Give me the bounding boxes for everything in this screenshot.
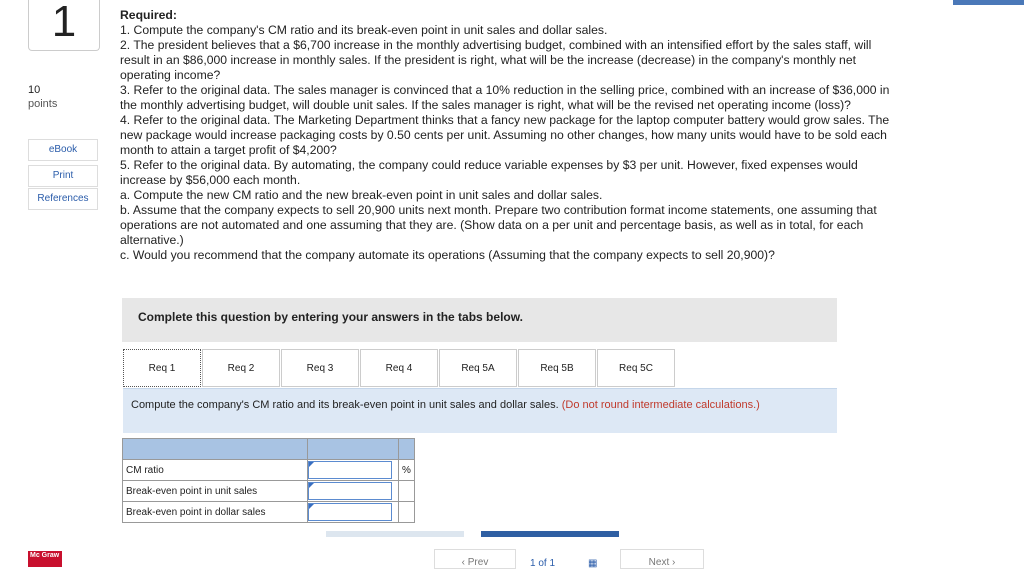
tab-req-1[interactable]: Req 1 <box>123 349 201 387</box>
tab-req-2[interactable]: Req 2 <box>202 349 280 387</box>
tab-req-3[interactable]: Req 3 <box>281 349 359 387</box>
page-indicator: 1 of 1 <box>530 558 556 569</box>
required-item-1: 1. Compute the company's CM ratio and its break-even point in unit sales and dollar sales. <box>120 23 608 37</box>
print-link[interactable]: Print <box>28 165 98 187</box>
required-item-4: 4. Refer to the original data. The Marketing Department thinks that a fancy new package for the laptop computer battery would grow sales. The new package would increase packaging costs by 0.50 cents per unit. Assuming no other changes, how many units would have to be sold each month to attain a target profit of $4,200? <box>120 113 890 157</box>
required-section <box>120 8 900 263</box>
prev-button[interactable]: ‹ Prev <box>434 549 516 569</box>
req-tabs <box>123 349 676 387</box>
instructions-box <box>123 388 837 433</box>
required-item-5c: c. Would you recommend that the company automate its operations (Assuming that the company expects to sell 20,900)? <box>120 248 775 262</box>
breakeven-dollars-input[interactable] <box>308 503 392 521</box>
ebook-link[interactable]: eBook <box>28 139 98 161</box>
question-number: 1 <box>28 0 100 51</box>
required-item-3: 3. Refer to the original data. The sales manager is convinced that a 10% reduction in the selling price, combined with an increase of $36,000 in the monthly advertising budget, will double unit sales. If the sales manager is right, what will be the revised net operating income (loss)? <box>120 83 890 112</box>
tab-req-5c[interactable]: Req 5C <box>597 349 675 387</box>
breakeven-units-input[interactable] <box>308 482 392 500</box>
unit-cell <box>399 481 415 502</box>
required-item-5b: b. Assume that the company expects to sell 20,900 units next month. Prepare two contribution format income statements, one assuming that operations are not automated and one assuming that they are. (Show data on a per unit and percentage basis, as well as in total, for each alternative.) <box>120 203 877 247</box>
required-item-5a: a. Compute the new CM ratio and the new break-even point in unit sales and dollar sales. <box>120 188 603 202</box>
required-item-5: 5. Refer to the original data. By automating, the company could reduce variable expenses by $3 per unit. However, fixed expenses would increase by $56,000 each month. <box>120 158 858 187</box>
tab-req-5b[interactable]: Req 5B <box>518 349 596 387</box>
row-label: Break-even point in unit sales <box>123 481 308 502</box>
table-row <box>123 460 415 481</box>
cm-ratio-input[interactable] <box>308 461 392 479</box>
unit-cell <box>399 502 415 523</box>
instructions-note: (Do not round intermediate calculations.) <box>561 399 760 411</box>
table-row <box>123 502 415 523</box>
table-row <box>123 481 415 502</box>
tab-req-4[interactable]: Req 4 <box>360 349 438 387</box>
points-label: points <box>28 98 58 110</box>
references-link[interactable]: References <box>28 188 98 210</box>
row-label: Break-even point in dollar sales <box>123 502 308 523</box>
next-req-button[interactable] <box>481 531 619 537</box>
complete-question-banner: Complete this question by entering your answers in the tabs below. <box>122 298 837 342</box>
row-label: CM ratio <box>123 460 308 481</box>
table-header-row <box>123 439 415 460</box>
tab-req-5a[interactable]: Req 5A <box>439 349 517 387</box>
next-button[interactable]: Next › <box>620 549 704 569</box>
instructions-text: Compute the company's CM ratio and its break-even point in unit sales and dollar sales. <box>131 399 562 411</box>
answer-table <box>122 438 415 523</box>
points-value: 10 <box>28 84 41 96</box>
top-accent-bar <box>953 0 1024 5</box>
prev-req-button[interactable] <box>326 531 464 537</box>
required-item-2: 2. The president believes that a $6,700 increase in the monthly advertising budget, combined with an intensified effort by the sales staff, will result in an $86,000 increase in monthly sales. If the president is right, what will be the increase (decrease) in the company's monthly net operating income? <box>120 38 872 82</box>
required-heading: Required: <box>120 8 177 22</box>
percent-unit: % <box>399 460 415 481</box>
grid-icon[interactable]: ▦ <box>588 558 598 569</box>
pager <box>0 549 1024 567</box>
mcgraw-logo: Mc Graw <box>28 551 62 567</box>
